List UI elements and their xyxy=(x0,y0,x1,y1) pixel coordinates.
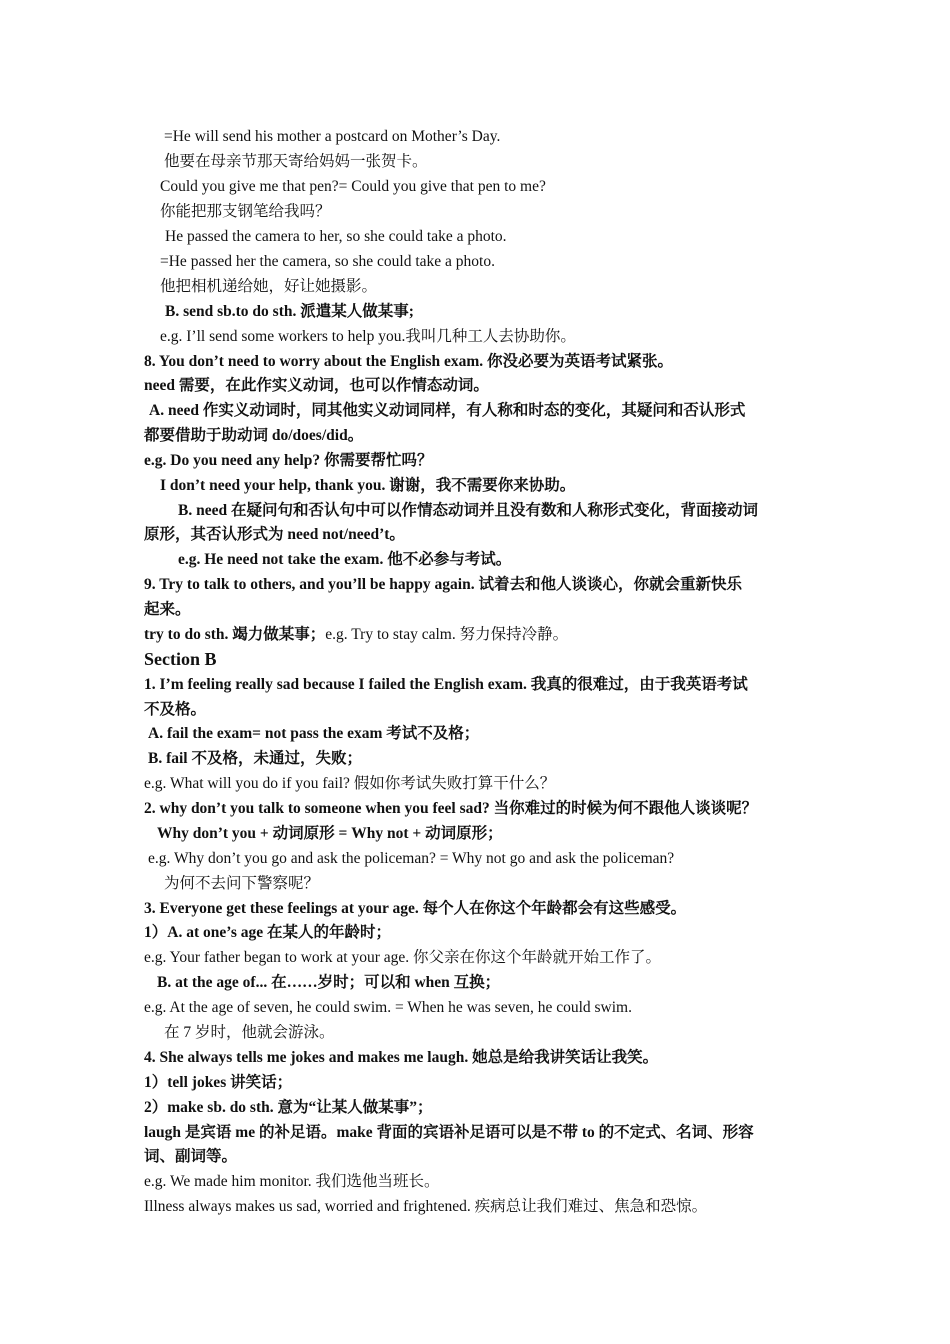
text-line: 4. She always tells me jokes and makes me laugh. 她总是给我讲笑话让我笑。 xyxy=(144,1049,659,1066)
text-line: 3. Everyone get these feelings at your age. 每个人在你这个年龄都会有这些感受。 xyxy=(144,900,687,917)
text-line: e.g. Why don’t you go and ask the policeman? = Why not go and ask the policeman? xyxy=(148,850,675,867)
text-line: 1）tell jokes 讲笑话； xyxy=(144,1074,293,1091)
text-line: He passed the camera to her, so she could take a photo. xyxy=(165,228,507,245)
text-line: Illness always makes us sad, worried and frightened. 疾病总让我们难过、焦急和恐惊。 xyxy=(144,1198,708,1215)
text-line xyxy=(144,622,824,647)
text-line: e.g. What will you do if you fail? 假如你考试失败打算干什么？ xyxy=(144,775,556,792)
text-line: laugh 是宾语 me 的补足语。make 背面的宾语补足语可以是不带 to 的不定式、名词、形容 xyxy=(144,1124,754,1141)
text-line: 8. You don’t need to worry about the English exam. 你没必要为英语考试紧张。 xyxy=(144,353,674,370)
text-line: 为何不去问下警察呢？ xyxy=(164,875,320,892)
text-line: B. need 在疑问句和否认句中可以作情态动词并且没有数和人称形式变化，背面接动词 xyxy=(178,502,758,519)
text-line: e.g. Do you need any help? 你需要帮忙吗？ xyxy=(144,452,433,469)
text-line: 词、副词等。 xyxy=(144,1148,238,1165)
text-line: A. need 作实义动词时，同其他实义动词同样，有人称和时态的变化，其疑问和否认形式 xyxy=(149,402,746,419)
text-line: =He will send his mother a postcard on Mother’s Day. xyxy=(164,128,501,145)
section-heading: Section B xyxy=(144,649,217,669)
text-line: e.g. We made him monitor. 我们选他当班长。 xyxy=(144,1173,440,1190)
text-line: Why don’t you + 动词原形 = Why not + 动词原形； xyxy=(157,825,503,842)
term: try to do sth. 竭力做某事； xyxy=(144,626,326,643)
text-line: 在 7 岁时，他就会游泳。 xyxy=(164,1024,335,1041)
text-line: Could you give me that pen?= Could you give that pen to me? xyxy=(160,178,546,195)
text-line: need 需要，在此作实义动词，也可以作情态动词。 xyxy=(144,377,489,394)
text-line: B. at the age of... 在……岁时；可以和 when 互换； xyxy=(157,974,501,991)
text-line: =He passed her the camera, so she could take a photo. xyxy=(160,253,495,270)
text-line: 9. Try to talk to others, and you’ll be happy again. 试着去和他人谈谈心，你就会重新快乐 xyxy=(144,576,742,593)
text-line: 他要在母亲节那天寄给妈妈一张贺卡。 xyxy=(164,153,428,170)
text-line: B. fail 不及格，未通过，失败； xyxy=(148,750,362,767)
text-line: 原形，其否认形式为 need not/need’t。 xyxy=(144,526,405,543)
text-line: 1）A. at one’s age 在某人的年龄时； xyxy=(144,924,391,941)
text-line: 2. why don’t you talk to someone when you feel sad? 当你难过的时候为何不跟他人谈谈呢？ xyxy=(144,800,758,817)
example: e.g. Try to stay calm. 努力保持冷静。 xyxy=(325,626,569,643)
text-line: 2）make sb. do sth. 意为“让某人做某事”； xyxy=(144,1099,433,1116)
text-line: 你能把那支钢笔给我吗？ xyxy=(160,203,331,220)
text-line: e.g. He need not take the exam. 他不必参与考试。 xyxy=(178,551,512,568)
text-line: 都要借助于助动词 do/does/did。 xyxy=(144,427,364,444)
text-line: 1. I’m feeling really sad because I failed the English exam. 我真的很难过，由于我英语考试 xyxy=(144,676,748,693)
text-line: 起来。 xyxy=(144,601,191,618)
text-line: e.g. At the age of seven, he could swim. = When he was seven, he could swim. xyxy=(144,999,632,1016)
text-line: A. fail the exam= not pass the exam 考试不及格； xyxy=(148,725,480,742)
text-line: I don’t need your help, thank you. 谢谢，我不需要你来协助。 xyxy=(160,477,576,494)
text-line: e.g. Your father began to work at your age. 你父亲在你这个年龄就开始工作了。 xyxy=(144,949,662,966)
text-line: e.g. I’ll send some workers to help you.我叫几种工人去协助你。 xyxy=(160,328,576,345)
text-line: 他把相机递给她，好让她摄影。 xyxy=(160,278,378,295)
text-line: B. send sb.to do sth. 派遣某人做某事; xyxy=(165,303,414,320)
text-line: 不及格。 xyxy=(144,701,207,718)
